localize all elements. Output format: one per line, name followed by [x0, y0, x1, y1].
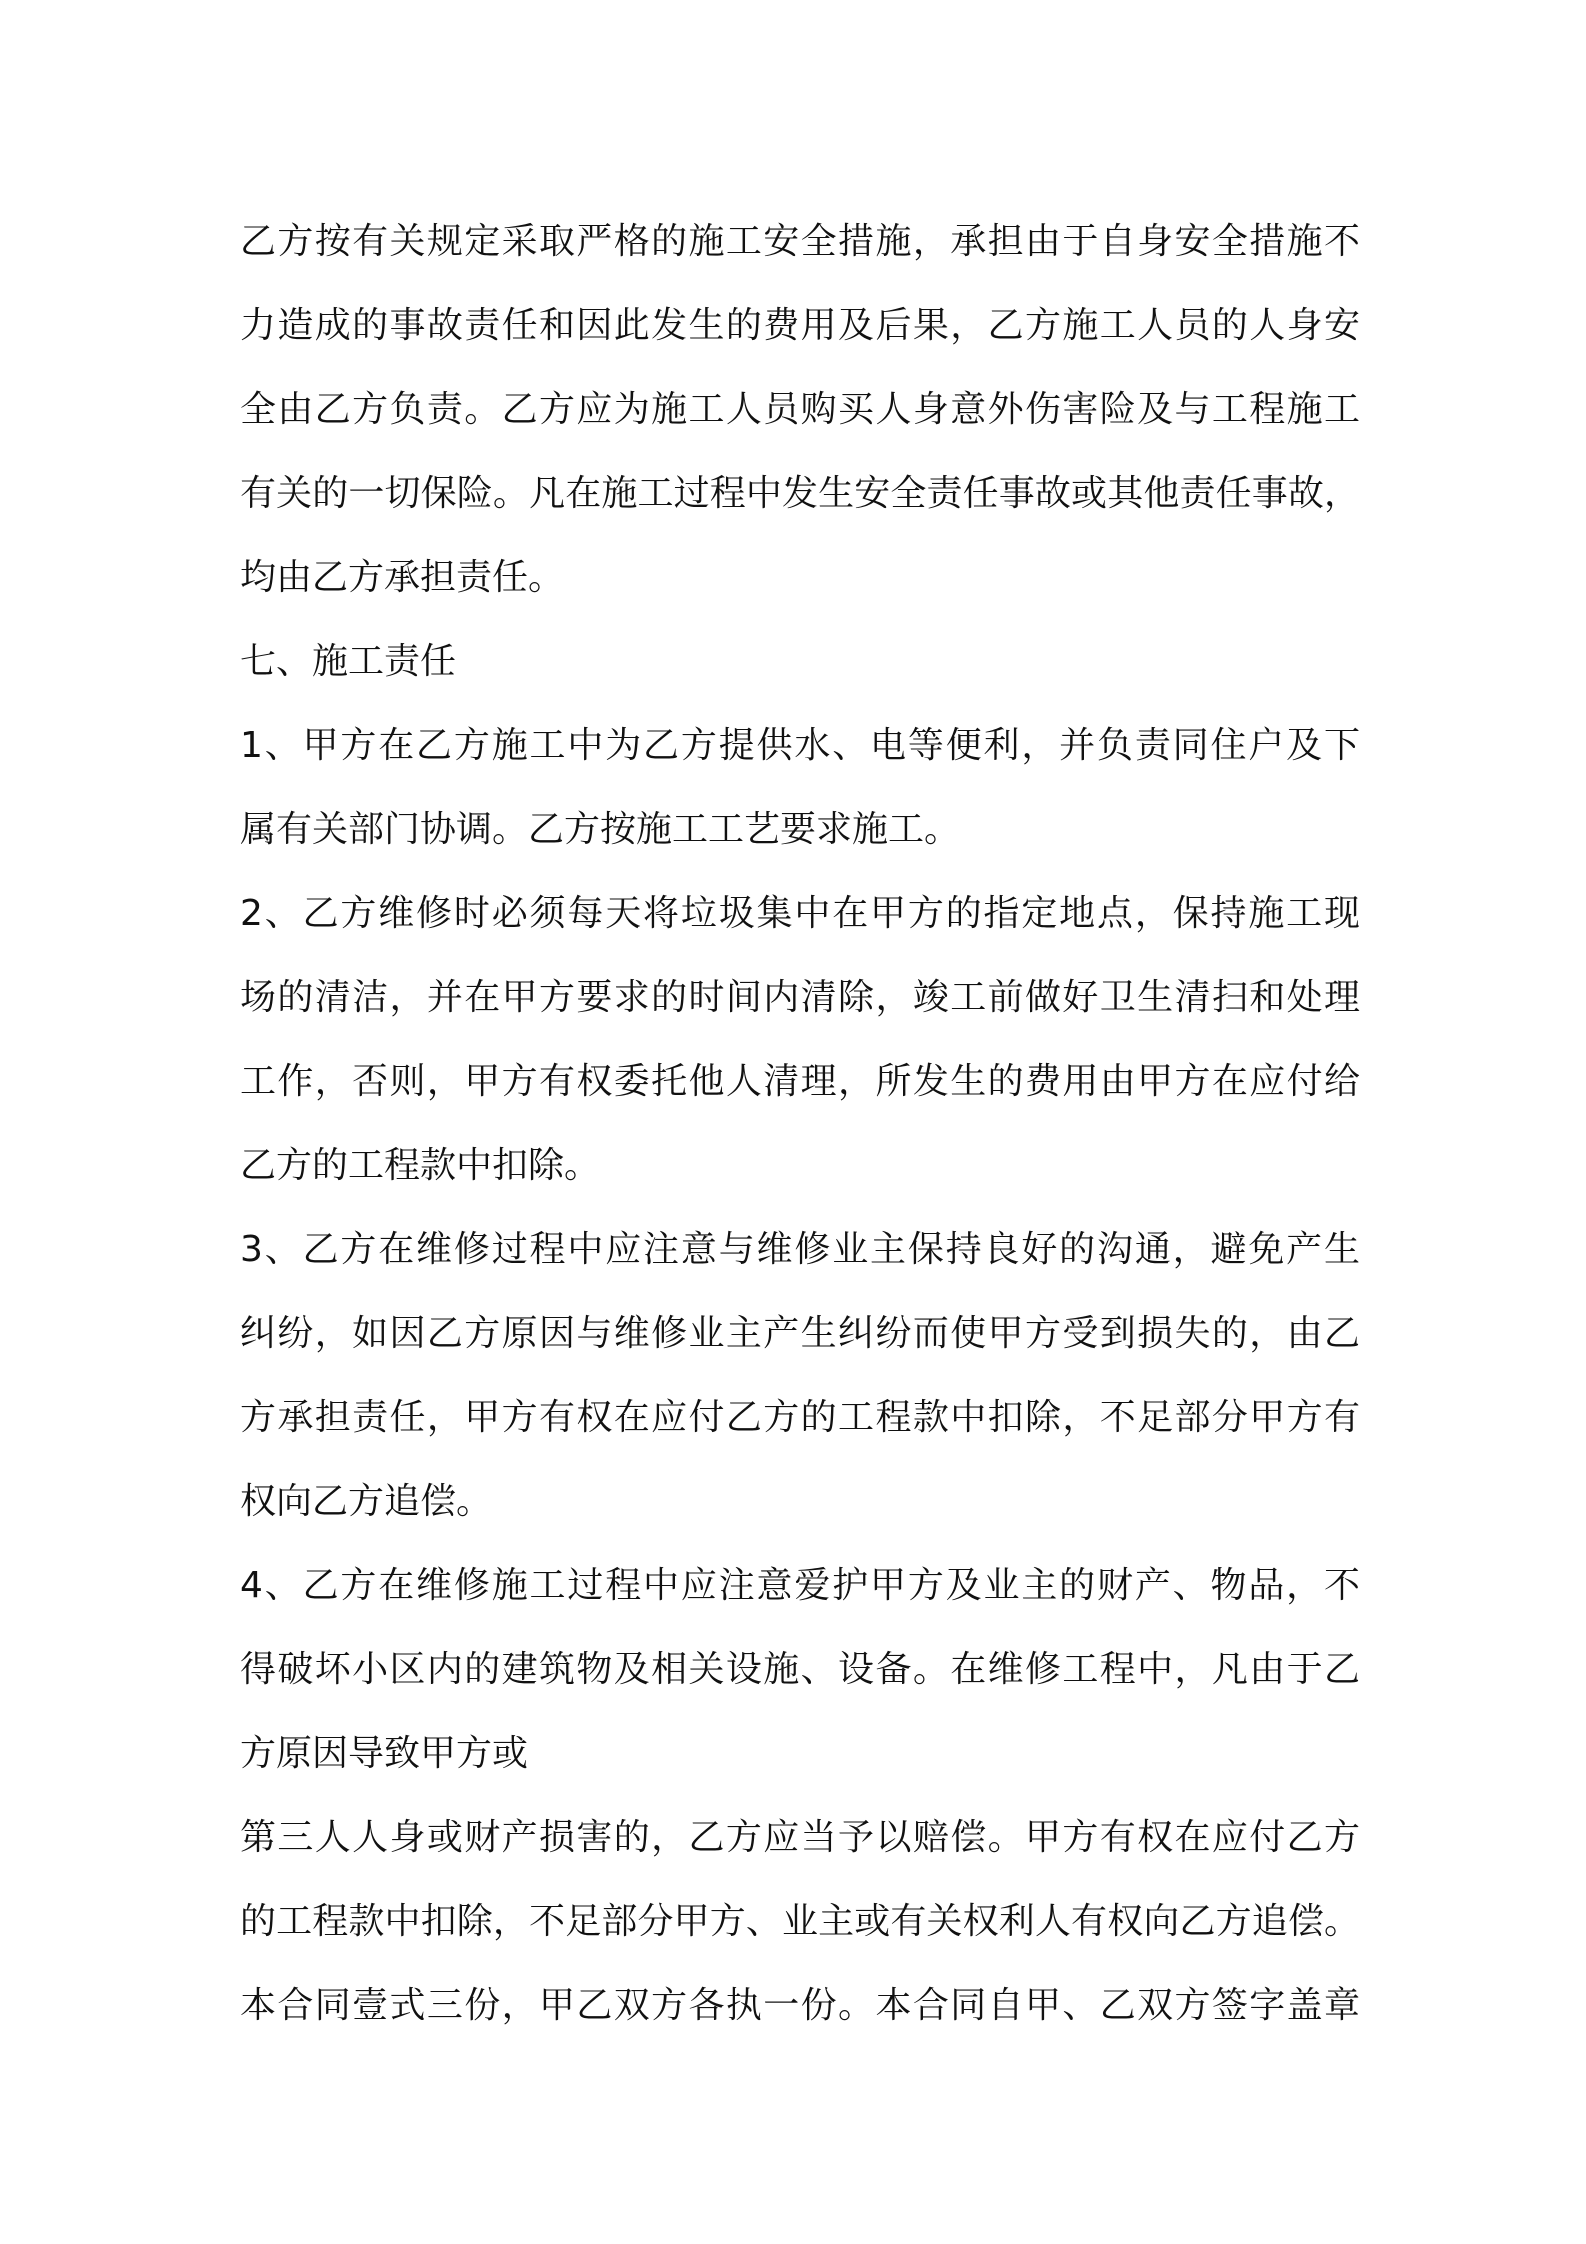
- heading-line: 七、施工责任: [240, 641, 457, 682]
- text-line: 2、乙方维修时必须每天将垃圾集中在甲方的指定地点，保持施工现: [240, 893, 1360, 934]
- text-line: 均由乙方承担责任。: [240, 557, 565, 598]
- text-line: 的工程款中扣除，不足部分甲方、业主或有关权利人有权向乙方追偿。: [240, 1901, 1360, 1942]
- clause-4: [240, 1544, 1360, 1796]
- paragraph-safety: [240, 200, 1360, 620]
- text-line: 1、甲方在乙方施工中为乙方提供水、电等便利，并负责同住户及下: [240, 725, 1360, 766]
- text-line: 力造成的事故责任和因此发生的费用及后果，乙方施工人员的人身安: [240, 305, 1360, 346]
- text-line: 本合同壹式三份，甲乙双方各执一份。本合同自甲、乙双方签字盖章: [240, 1985, 1360, 2026]
- text-line: 工作，否则，甲方有权委托他人清理，所发生的费用由甲方在应付给: [240, 1061, 1360, 1102]
- text-line: 得破坏小区内的建筑物及相关设施、设备。在维修工程中，凡由于乙: [240, 1649, 1360, 1690]
- text-line: 乙方按有关规定采取严格的施工安全措施，承担由于自身安全措施不: [240, 221, 1360, 262]
- text-line: 方承担责任，甲方有权在应付乙方的工程款中扣除，不足部分甲方有: [240, 1397, 1360, 1438]
- text-line: 场的清洁，并在甲方要求的时间内清除，竣工前做好卫生清扫和处理: [240, 977, 1360, 1018]
- clause-2: [240, 872, 1360, 1208]
- clause-1: [240, 704, 1360, 872]
- section-heading: [240, 620, 1360, 704]
- text-line: 乙方的工程款中扣除。: [240, 1145, 601, 1186]
- text-line: 全由乙方负责。乙方应为施工人员购买人身意外伤害险及与工程施工: [240, 389, 1360, 430]
- closing-paragraph: [240, 1796, 1360, 2048]
- text-line: 3、乙方在维修过程中应注意与维修业主保持良好的沟通，避免产生: [240, 1229, 1360, 1270]
- text-line: 权向乙方追偿。: [240, 1481, 493, 1522]
- text-line: 第三人人身或财产损害的，乙方应当予以赔偿。甲方有权在应付乙方: [240, 1817, 1360, 1858]
- text-line: 4、乙方在维修施工过程中应注意爱护甲方及业主的财产、物品，不: [240, 1565, 1360, 1606]
- text-line: 属有关部门协调。乙方按施工工艺要求施工。: [240, 809, 961, 850]
- text-line: 有关的一切保险。凡在施工过程中发生安全责任事故或其他责任事故，: [240, 473, 1360, 514]
- text-line: 纠纷，如因乙方原因与维修业主产生纠纷而使甲方受到损失的，由乙: [240, 1313, 1360, 1354]
- clause-3: [240, 1208, 1360, 1544]
- text-line: 方原因导致甲方或: [240, 1733, 529, 1774]
- document-page: [240, 200, 1360, 2048]
